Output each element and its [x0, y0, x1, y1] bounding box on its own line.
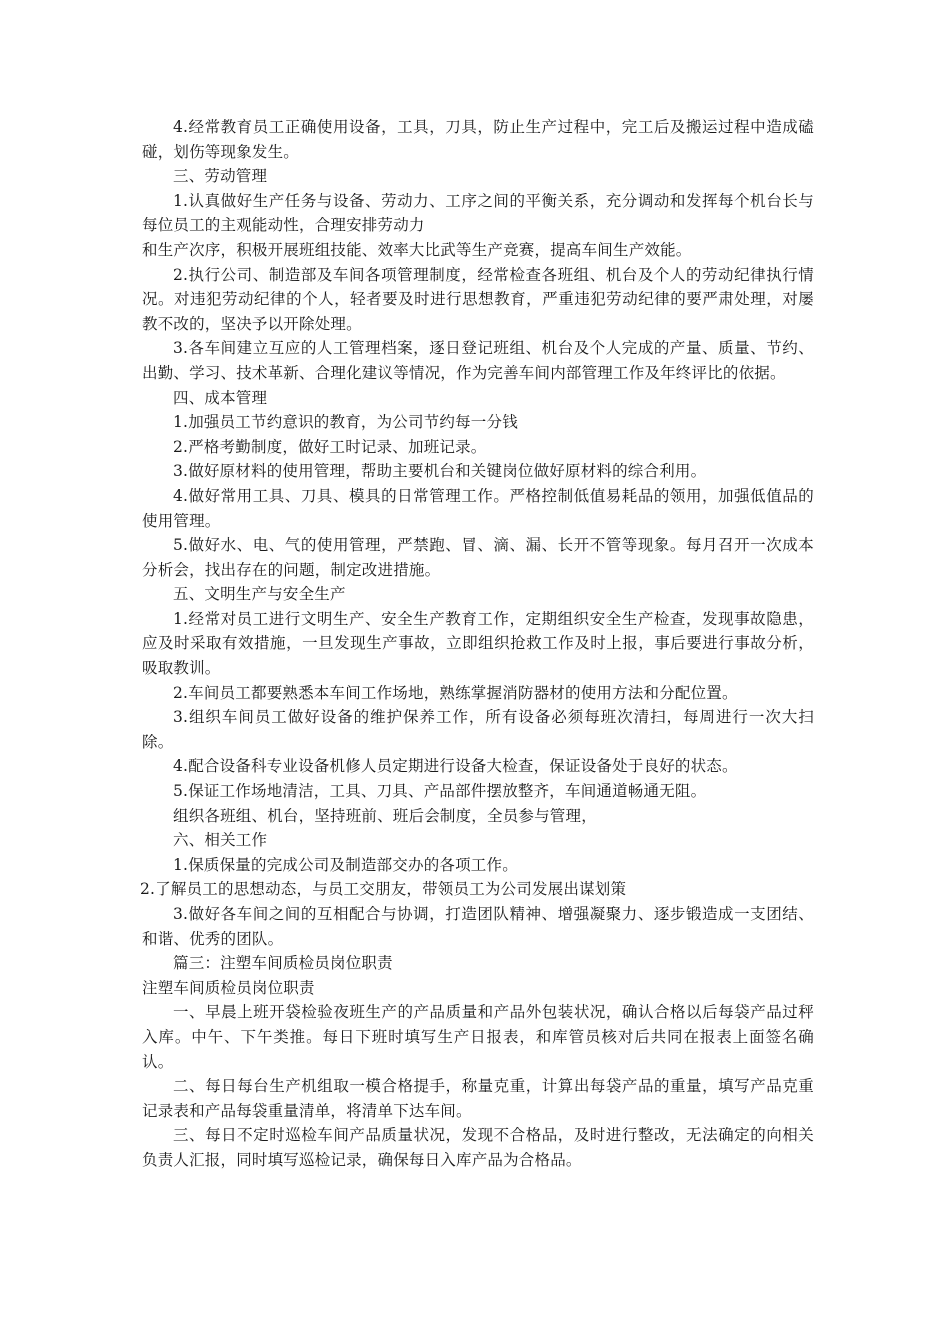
section-heading: 四、成本管理	[173, 388, 268, 407]
paragraph: 3.各车间建立互应的人工管理档案，逐日登记班组、机台及个人完成的产量、质量、节约、出勤、学习、技术革新、合理化建议等情况，作为完善车间内部管理工作及年终评比的依据。	[142, 339, 814, 382]
paragraph: 1.保质保量的完成公司及制造部交办的各项工作。	[173, 855, 518, 874]
paragraph: 4.做好常用工具、刀具、模具的日常管理工作。严格控制低值易耗品的领用，加强低值品的使用管理。	[142, 486, 814, 530]
document-body	[142, 115, 814, 1173]
paragraph: 和生产次序，积极开展班组技能、效率大比武等生产竞赛，提高车间生产效能。	[142, 240, 692, 259]
paragraph: 3.做好原材料的使用管理，帮助主要机台和关键岗位做好原材料的综合利用。	[173, 462, 707, 481]
section-heading: 六、相关工作	[173, 831, 268, 850]
section-heading: 五、文明生产与安全生产	[173, 585, 346, 604]
paragraph: 二、每日每台生产机组取一模合格提手，称量克重，计算出每袋产品的重量，填写产品克重记录表和产品每袋重量清单，将清单下达车间。	[142, 1077, 814, 1120]
paragraph: 2.车间员工都要熟悉本车间工作场地，熟练掌握消防器材的使用方法和分配位置。	[173, 683, 738, 702]
paragraph: 1.认真做好生产任务与设备、劳动力、工序之间的平衡关系，充分调动和发挥每个机台长与每位员工的主观能动性，合理安排劳动力	[142, 191, 814, 235]
paragraph: 4.配合设备科专业设备机修人员定期进行设备大检查，保证设备处于良好的状态。	[173, 757, 738, 776]
paragraph: 5.做好水、电、气的使用管理，严禁跑、冒、滴、漏、长开不管等现象。每月召开一次成本分析会，找出存在的问题，制定改进措施。	[142, 536, 814, 579]
paragraph: 组织各班组、机台，坚持班前、班后会制度，全员参与管理，	[173, 806, 597, 825]
paragraph: 1.经常对员工进行文明生产、安全生产教育工作，定期组织安全生产检查，发现事故隐患，应及时采取有效措施，一旦发现生产事故，立即组织抢救工作及时上报，事后要进行事故分析，吸取教训。	[142, 609, 814, 678]
paragraph: 2.严格考勤制度，做好工时记录、加班记录。	[173, 437, 487, 456]
paragraph: 2.了解员工的思想动态，与员工交朋友，带领员工为公司发展出谋划策	[140, 880, 627, 899]
paragraph: 5.保证工作场地清洁，工具、刀具、产品部件摆放整齐，车间通道畅通无阻。	[173, 782, 707, 801]
paragraph: 3.做好各车间之间的互相配合与协调，打造团队精神、增强凝聚力、逐步锻造成一支团结、和谐、优秀的团队。	[142, 905, 814, 948]
paragraph: 4.经常教育员工正确使用设备，工具，刀具，防止生产过程中，完工后及搬运过程中造成磕碰，划伤等现象发生。	[142, 118, 814, 161]
paragraph: 一、早晨上班开袋检验夜班生产的产品质量和产品外包装状况，确认合格以后每袋产品过秤入库。中午、下午类推。每日下班时填写生产日报表，和库管员核对后共同在报表上面签名确认。	[142, 1003, 814, 1071]
paragraph: 1.加强员工节约意识的教育，为公司节约每一分钱	[173, 413, 518, 432]
article-heading: 篇三：注塑车间质检员岗位职责	[173, 954, 393, 973]
paragraph: 3.组织车间员工做好设备的维护保养工作，所有设备必须每班次清扫，每周进行一次大扫除。	[142, 708, 814, 751]
paragraph: 2.执行公司、制造部及车间各项管理制度，经常检查各班组、机台及个人的劳动纪律执行情况。对违犯劳动纪律的个人，轻者要及时进行思想教育，严重违犯劳动纪律的要严肃处理，对屡教不改的，坚决予以开除处理。	[142, 265, 814, 333]
article-title: 注塑车间质检员岗位职责	[142, 978, 315, 997]
section-heading: 三、劳动管理	[173, 167, 268, 186]
paragraph: 三、每日不定时巡检车间产品质量状况，发现不合格品，及时进行整改，无法确定的向相关负责人汇报，同时填写巡检记录，确保每日入库产品为合格品。	[142, 1126, 814, 1169]
